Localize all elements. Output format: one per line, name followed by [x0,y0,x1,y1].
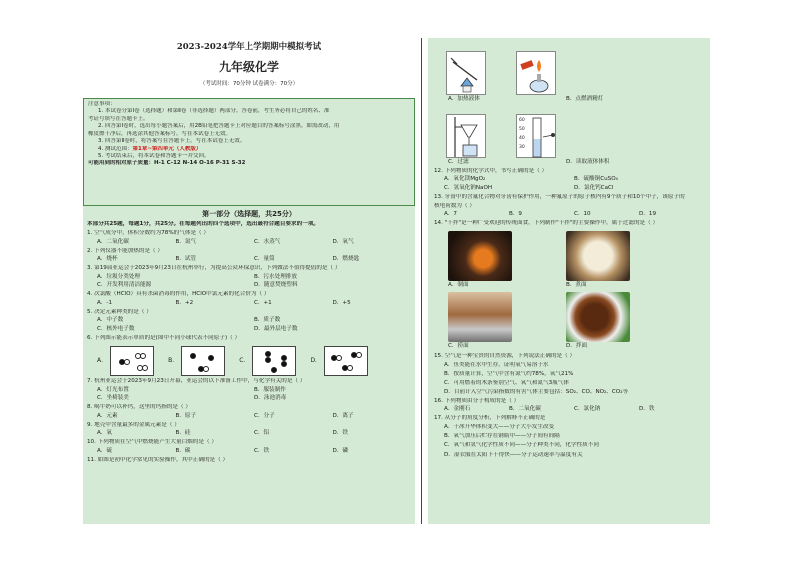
option: B．试管 [175,256,197,263]
option-letter: C． [239,356,250,364]
filtration-image [446,114,486,158]
notice-line [88,146,410,153]
left-column [83,38,415,524]
option: D．燃烧匙 [332,256,360,263]
caption: C．捞面 [448,343,469,350]
options [87,386,411,403]
question: 11. 如图是初中化学常见的实验操作，其中正确的是（ ） [87,457,229,464]
option: D．湿衣服在太阳下干得快——分子运动速率与温度有关 [444,451,583,458]
caption: C．过滤 [448,158,469,165]
question: 16. 下列物质由分子构成的是（ ） [434,397,520,404]
lab-images-row-2 [434,104,704,158]
caption: A．制面 [448,281,469,288]
option: D．最外层电子数 [254,326,298,332]
option: D．铁 [332,430,348,437]
making-noodles-photo [448,231,512,281]
right-column [428,38,710,524]
black-atom [281,361,287,367]
option: B．污水处理排放 [254,273,297,280]
notice-heading: 注意事项： [88,101,116,107]
option: B．+2 [175,299,194,306]
lab-images-row-1 [434,41,704,95]
black-atom [281,355,287,361]
option: C．量筒 [254,256,275,263]
part1-title: 第一部分（选择题，共25分） [202,210,296,218]
cylinder-tick: 30 [519,144,525,150]
option: A．元素 [97,412,118,419]
option: C．氧气和氢气化学性质不同——分子种类不同，化学性质不同 [444,442,599,449]
heating-liquid-diagram [447,52,487,96]
option: A．中子数 [97,317,124,324]
caption: D．读取液体体积 [566,158,610,165]
option: D．随意焚烧塑料 [254,282,298,289]
molecule-options [87,345,411,377]
notice-line: 橡皮擦干净后，再选涂其他答案标号。写在本试卷上无效。 [88,130,232,137]
option: D．磷 [332,447,348,454]
options [434,406,704,414]
options [87,256,411,264]
option: B．原子 [175,412,197,419]
option: C．坐椅装美 [97,395,129,402]
cylinder-tick: 50 [519,126,525,132]
options [87,316,411,333]
option: D．氧气 [332,238,354,245]
option: C．核外电子数 [97,326,135,332]
options [87,273,411,290]
part1-section [83,206,415,524]
option: A．硫 [97,447,113,454]
noodle-photos-row-2 [434,292,704,342]
option: B．二氧化碳 [509,406,541,413]
option: A．鱼类能在水中生存，证明氧气易溶于水 [444,361,549,368]
noodle-photos-row-1 [434,231,704,281]
notice-line: 考证号填写在答题卡上。 [88,115,149,122]
option: D．铁 [639,406,655,413]
option: B．硫酸铜CuSO₄ [574,176,618,183]
molecule-diagram [252,346,296,376]
white-atom [124,359,130,365]
molecule-diagram [324,346,368,376]
question: 14. "干拌"是一种广受欢迎的传统面食，下列制作"干拌"的主要操作中，属于过滤的是（ ） [434,220,659,227]
option: C．氢氧化钠NaOH [444,184,493,191]
mixing-noodles-photo [566,292,630,342]
lighting-lamp-image [516,51,556,95]
option: A．7 [444,211,457,218]
option: A．金刚石 [444,406,471,413]
molecule-option-b [168,346,225,376]
question: 4. 次氯酸（HClO）具有杀菌消毒的作用，HClO中氯元素的化合价为（ ） [87,291,270,298]
question: 12. 下列物质的化学式中，书写正确的是（ ） [434,167,548,174]
option: B．服装制作 [254,386,286,393]
caption: B．点燃酒精灯 [566,96,604,102]
question: 9. 地壳中含量最多的金属元素是（ ） [87,421,180,428]
option: C．铁 [254,447,270,454]
white-atom [356,352,362,358]
caption: A．加热液体 [448,96,480,102]
question: 8. 喝牛奶可以补钙，这里的钙指的是（ ） [87,404,191,411]
notice-scope-value: 第1章~第四单元（人教版） [132,145,202,152]
option: D．泳池消毒 [254,395,287,402]
option: D．+5 [332,299,351,306]
white-atom [142,365,148,371]
options [87,239,411,247]
reading-volume-image [516,114,556,158]
notice-line: 1. 本试卷分第Ⅰ卷（选择题）和第Ⅱ卷（非选择题）两部分。答卷前，考生务必将自己的姓名、准 [98,108,330,115]
option: B．氧气加压后贮存在钢瓶中——分子间有间隔 [444,433,560,440]
options [87,300,411,308]
white-atom [203,366,209,372]
option: B．碳 [175,447,191,454]
option: C．氯化钠 [574,406,601,413]
option: A．垃圾分类处理 [97,273,140,280]
black-atom [265,357,271,363]
option: C．开发利用清洁能源 [97,282,152,289]
boiling-noodles-photo [566,231,630,281]
lab-captions-2 [434,159,704,167]
exam-info: （考试时间：70分钟 试卷满分：70分） [199,80,299,87]
cylinder-tick: 40 [519,135,525,141]
options [87,430,411,438]
question: 5. 决定元素种类的是（ ） [87,308,152,315]
option: D．目前计入空气污染指数的有害气体主要包括：SO₂、CO、NO₂、CO₂等 [444,388,629,395]
question: 6. 下列图示能表示单质的是(图中不同小球代表不同原子)（ ） [87,335,241,342]
title-block [83,38,415,98]
question: 17. 从分子的角度分析，下列解释不正确的是 [434,415,546,422]
options [87,413,411,421]
option: C．+1 [254,299,272,306]
question-cont: 核电荷数为（ ） [434,202,475,209]
option-letter: A． [97,356,108,364]
photo-captions-2 [434,343,704,351]
part1-instruction: 本部分共25题，每题1分，共25分。在每题列出的四个选项中，选出最符合题目要求的一项。 [87,220,320,227]
option: D．离子 [332,412,354,419]
option: A．二氧化碳 [97,238,129,245]
option: B．按质量计算，空气中含有氮气约78%，氧气21% [444,370,574,377]
option: C．分子 [254,412,275,419]
question: 15. 空气是一种宝贵的自然资源，下列说法正确的是（ ） [434,352,576,359]
option: D．氯化钙CaCl [574,184,614,191]
option: B．质子数 [254,317,281,324]
notice-scope-label: 4. 测试范围： [98,145,133,152]
option-letter: B． [168,356,179,364]
black-atom [271,367,277,373]
option: B．硅 [175,430,191,437]
question: 10. 下列物质在空气中燃烧能产生大量白烟的是（ ） [87,439,217,446]
caption: B．煮面 [566,281,587,288]
option: C．水蒸气 [254,238,281,245]
white-atom [140,353,146,359]
option: A．氧化镁MgO₂ [444,176,486,183]
draining-noodles-photo [448,292,512,342]
heating-liquid-image [446,51,486,95]
filtration-diagram [447,115,487,159]
white-atom [347,365,353,371]
options [434,175,704,192]
black-atom [208,355,214,361]
option: C．铝 [254,430,270,437]
column-divider [421,38,422,524]
question: 13. 牙膏中的含氟化合物对牙齿有保护作用，一种氟原子的原子核内有9个质子和10个中子，该原子的 [434,193,685,200]
molecule-diagram [110,346,154,376]
photo-captions-1 [434,282,704,290]
option: C．10 [574,211,591,218]
lighting-lamp-diagram [517,52,557,96]
black-atom [190,353,196,359]
molecule-diagram [181,346,225,376]
option: D．19 [639,211,657,218]
option: B．氮气 [175,238,197,245]
question: 3. 第19届亚运会于2023年9月23日在杭州举行，为提高公众环保意识，下列做法不值得提倡的是（ ） [87,265,341,272]
notice-line: 2. 回答第Ⅰ卷时，选出每小题答案后，用2B铅笔把答题卡上对应题目的答案标号涂黑。如需改动，用 [98,123,340,130]
question: 2. 下列仪器不能加热的是（ ） [87,247,164,254]
year-title: 2023-2024学年上学期期中模拟考试 [176,42,322,52]
option-letter: D． [310,356,322,364]
question: 7. 杭州亚运会于2023年9月23日开幕，亚运会的以下准备工作中，与化学有关的是（ ） [87,378,306,385]
molecule-option-c [239,346,296,376]
black-atom [265,351,271,357]
caption: D．拌面 [566,343,588,350]
atomic-mass-line: 可能用到的相对原子质量：H-1 C-12 N-14 O-16 P-31 S-32 [88,160,246,167]
subject-title: 九年级化学 [218,60,279,75]
option: B．9 [509,211,522,218]
molecule-option-a [97,346,154,376]
options [87,448,411,456]
option: A．灯光布置 [97,386,129,393]
question: 1. 空气成分中，体积分数约为78%的气体是（ ） [87,229,210,236]
notice-box [83,98,415,206]
options [434,211,704,219]
cylinder-tick: 60 [519,117,525,123]
option: A．-1 [97,299,112,306]
molecule-option-d [310,346,368,376]
notice-line: 5. 考试结束后，将本试卷和答题卡一并交回。 [98,152,210,159]
notice-line: 3. 回答第Ⅱ卷时，将答案写在答题卡上。写在本试卷上无效。 [98,138,246,145]
white-atom [336,355,342,361]
option: A．干冰升华体积变大——分子大小发生改变 [444,424,555,431]
option: A．氧 [97,430,113,437]
option: C．可用燃着的木条鉴别空气、氧气和氮气3瓶气体 [444,379,569,386]
option: A．烧杯 [97,256,118,263]
lab-captions-1 [434,96,704,104]
